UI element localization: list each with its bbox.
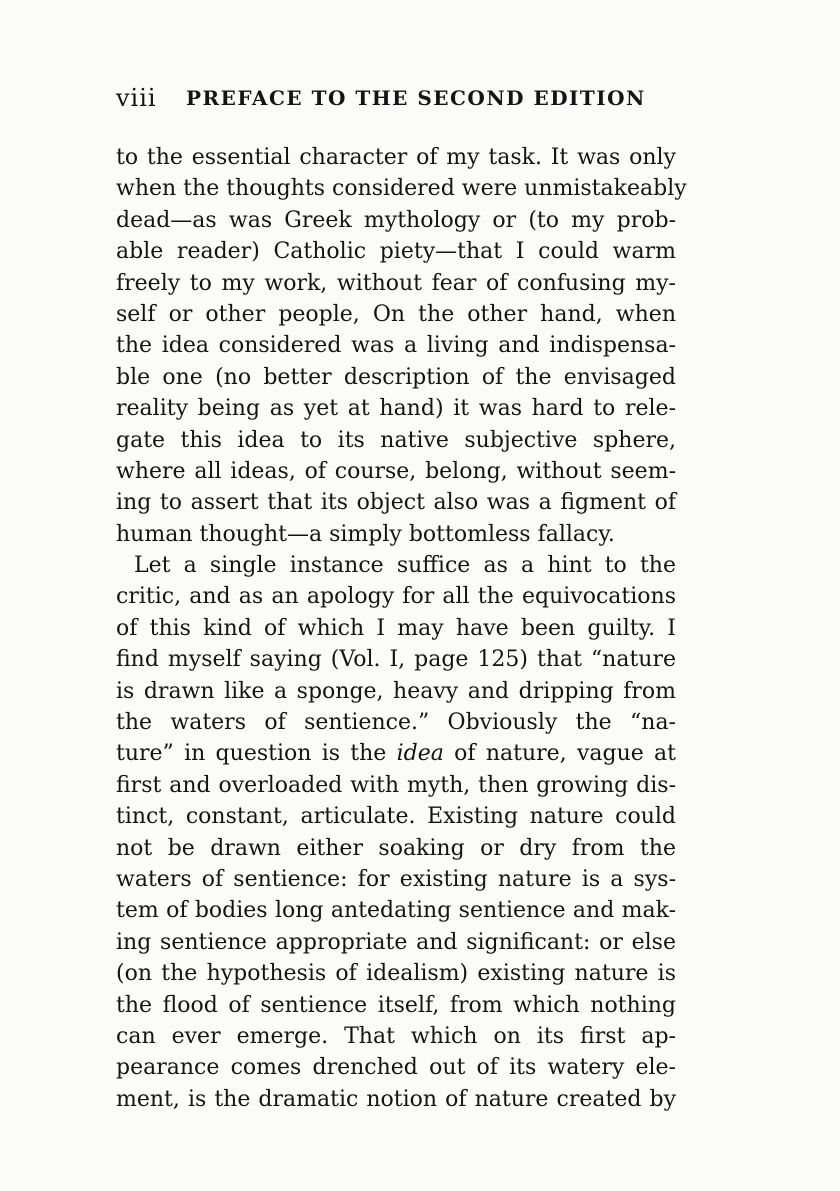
line-segment: of nature, vague at — [443, 741, 677, 767]
running-head: PREFACE TO THE SECOND EDITION — [186, 86, 646, 110]
paragraph-start-line: Let a single instance suffice as a hint to the — [134, 553, 676, 579]
text-line: when the thoughts considered were unmistakeably — [116, 176, 687, 202]
text-line: find myself saying (Vol. I, page 125) that “nature — [116, 647, 676, 673]
text-line: is drawn like a sponge, heavy and dripping from — [116, 678, 676, 704]
text-line: ing to assert that its object also was a figment of — [116, 490, 676, 516]
text-line: waters of sentience: for existing nature is a sys- — [116, 866, 676, 892]
text-line: the flood of sentience itself, from which nothing — [116, 992, 676, 1018]
text-line: of this kind of which I may have been guilty. I — [116, 615, 676, 641]
italic-word: idea — [396, 741, 444, 767]
text-line: ment, is the dramatic notion of nature created by — [116, 1086, 676, 1112]
text-line: tem of bodies long antedating sentience and mak- — [116, 898, 676, 924]
text-line: ing sentience appropriate and significant: or else — [116, 929, 676, 955]
body-text — [116, 142, 687, 1115]
text-line: the waters of sentience.” Obviously the “na- — [116, 710, 676, 736]
text-line: to the essential character of my task. It was only — [116, 145, 676, 170]
text-line: reality being as yet at hand) it was hard to rele- — [116, 396, 676, 422]
text-line: the idea considered was a living and indispensa- — [116, 333, 676, 359]
text-line: tinct, constant, articulate. Existing nature could — [116, 804, 676, 830]
paragraph-end-line: human thought—a simply bottomless fallacy. — [116, 521, 615, 547]
page-header — [116, 84, 686, 114]
line-segment: ture” in question is the — [116, 741, 397, 767]
text-line: freely to my work, without fear of confusing my- — [116, 270, 676, 296]
text-line: dead—as was Greek mythology or (to my prob- — [116, 207, 676, 233]
text-line: can ever emerge. That which on its first ap- — [116, 1023, 676, 1049]
text-line: self or other people, On the other hand, when — [116, 301, 676, 327]
text-line: where all ideas, of course, belong, without seem- — [116, 458, 676, 484]
text-line: gate this idea to its native subjective sphere, — [116, 427, 676, 453]
text-line: pearance comes drenched out of its watery ele- — [116, 1055, 676, 1081]
text-line: ble one (no better description of the envisaged — [116, 364, 676, 390]
text-line: critic, and as an apology for all the equivocations — [116, 584, 676, 610]
text-line-with-emphasis — [116, 738, 676, 769]
text-line: (on the hypothesis of idealism) existing nature is — [116, 961, 676, 987]
text-line: not be drawn either soaking or dry from the — [116, 835, 676, 861]
page-number: viii — [116, 84, 157, 112]
text-line: able reader) Catholic piety—that I could warm — [116, 239, 676, 265]
text-line: first and overloaded with myth, then growing dis- — [116, 772, 676, 798]
